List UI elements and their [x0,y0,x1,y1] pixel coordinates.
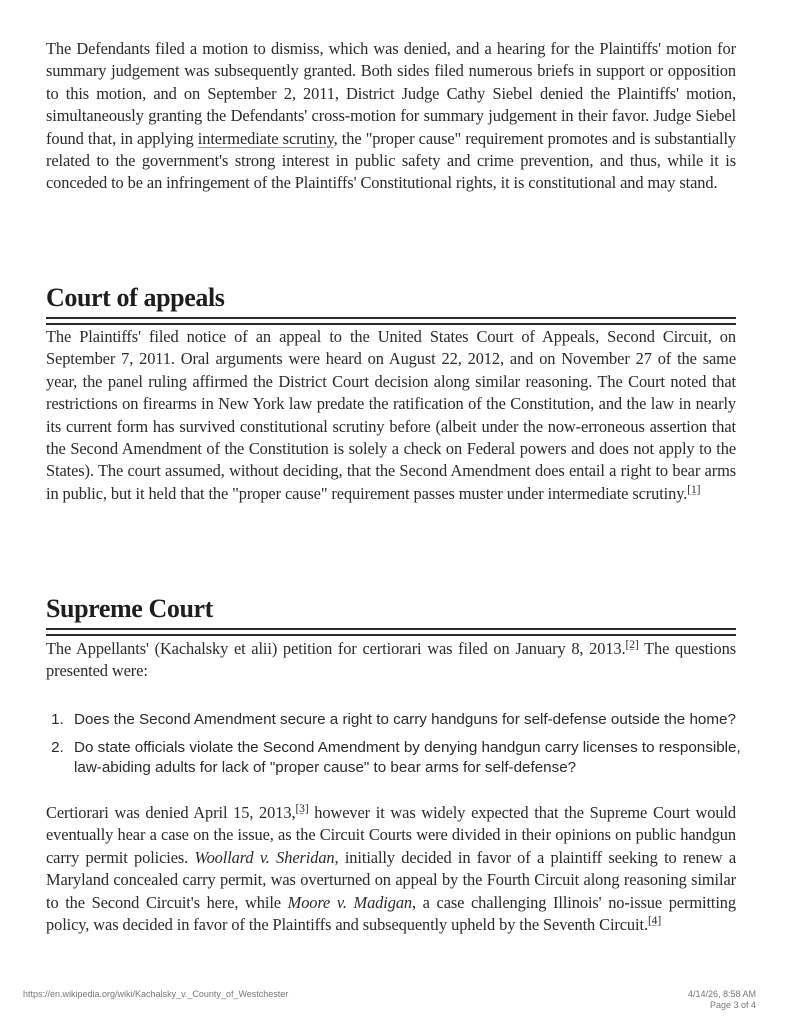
supreme-court-section-header [46,594,736,636]
court-of-appeals-heading: Court of appeals [46,283,225,312]
question-item: 2. Do state officials violate the Second Amendment by denying handgun carry licenses to responsible, law-abiding adults for lack of "proper cause" to bear arms for self-defense? [68,738,758,778]
intermediate-scrutiny-link[interactable]: intermediate scrutiny [197,128,334,148]
reference-link-4[interactable]: [4] [647,915,662,928]
footer-datetime: 4/14/26, 8:58 AM [687,989,756,999]
case-name-woollard: Woollard v. Sheridan [194,847,335,867]
supreme-court-paragraph [46,638,736,683]
cert-text: , a case challenging Illinois' no-issue permitting policy, was decided in favor of the Plaintiffs and subsequently upheld by the Seventh Circuit. [46,892,736,935]
intro-paragraph [46,38,736,195]
heading-divider [46,317,736,325]
cert-text: however it was widely expected that the Supreme Court would eventually hear a case on the issue, as the Circuit Courts were divided in their opinions on public handgun carry permit policies. [46,803,736,867]
intro-text: The Defendants filed a motion to dismiss, which was denied, and a hearing for the Plaintiffs' motion for summary judgement was subsequently granted. Both sides filed numerous briefs in support or opposition to this motion, and on September 2, 2011, District Judge Cathy Siebel denied the Plaintiffs' motion, simultaneously granting the Defendants' cross-motion for summary judgement in their favor. Judge Siebel found that, in applying [46,39,736,148]
heading-divider [46,628,736,636]
reference-link-2[interactable]: [2] [625,639,639,651]
appeals-text: The Plaintiffs' filed notice of an appeal to the United States Court of Appeals, Second Circuit, on September 7, 2011. Oral arguments were heard on August 22, 2012, and on November 27 of the same year, the panel ruling affirmed the District Court decision along similar reasoning. The Court noted that restrictions on firearms in New York law predate the ratification of the Constitution, and the law in nearly its current form has survived constitutional scrutiny before (albeit under the now-erroneous assertion that the Second Amendment of the Constitution is solely a check on Federal powers and does not apply to the States). The court assumed, without deciding, that the Second Amendment does entail a right to bear arms in public, but it held that the "proper cause" requirement passes muster under intermediate scrutiny. [46,327,736,503]
reference-link-1[interactable]: [1] [687,483,701,496]
cert-text: , initially decided in favor of a plaintiff seeking to renew a Maryland concealed carry permit, was overturned on appeal by the Fourth Circuit along reasoning similar to the Second Circuit's here, while [46,847,736,912]
supreme-court-heading: Supreme Court [46,594,213,623]
footer-url: https://en.wikipedia.org/wiki/Kachalsky_v._County_of_Westchester [23,989,289,999]
supreme-text: The Appellants' (Kachalsky et alii) petition for certiorari was filed on January 8, 2013. [46,639,626,658]
reference-link-3[interactable]: [3] [295,803,309,815]
certiorari-paragraph [46,802,736,936]
footer-meta [688,989,756,1011]
footer-page-number: Page 3 of 4 [709,1000,756,1010]
court-of-appeals-paragraph [46,326,736,505]
intro-text-cont: , the "proper cause" requirement promotes and is substantially related to the government's strong interest in public safety and crime prevention, and thus, while it is conceded to be an infringement of the Plaintiffs' Constitutional rights, it is constitutional and may stand. [46,128,737,193]
case-name-moore: Moore v. Madigan [287,892,413,912]
court-of-appeals-section-header [46,283,736,325]
question-item: 1. Does the Second Amendment secure a right to carry handguns for self-defense outside the home? [68,710,758,730]
supreme-text-cont: The questions presented were: [46,639,736,681]
cert-text: Certiorari was denied April 15, 2013, [46,803,296,822]
questions-list [46,710,758,786]
